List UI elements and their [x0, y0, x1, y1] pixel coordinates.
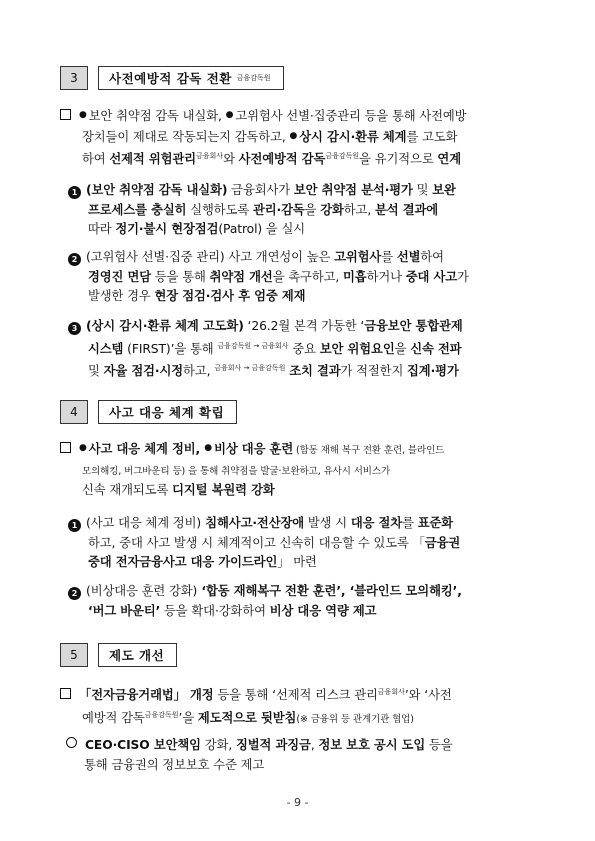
section-3-header — [60, 66, 284, 88]
section-title: 사전예방적 감독 전환 금융감독원 — [98, 66, 284, 90]
circled-number-3-icon: 3 — [68, 322, 81, 335]
section-number: 5 — [60, 643, 88, 667]
section-3-item-1: 1 (보안 취약점 감독 내실화) 금융회사가 보안 취약점 분석·평가 및 보완 프로세스를 충실히 실행하도록 관리·감독을 강화하고, 분석 결과에 따라 정기·불시 현장점검(Patrol) 을 실시 — [68, 181, 548, 240]
section-4-main: ● 사고 대응 체계 정비, ● 비상 대응 훈련 (합동 재해 복구 전환 훈련, 블라인드 모의해킹, 버그바운티 등) 을 통해 취약점을 발굴·보완하고, 유사시 서비스가 신속 재개되도록 디지털 복원력 강화 — [60, 439, 550, 501]
section-number: 4 — [60, 400, 88, 424]
page-number: - 9 - — [286, 796, 309, 809]
section-3-item-2: 2 (고위험사 선별·집중 관리) 사고 개연성이 높은 고위험사를 선별하여 경영진 면담 등을 통해 취약점 개선을 촉구하고, 미흡하거나 중대 사고가 발생한 경우 현장 점검·검사 후 엄중 제재 — [68, 248, 548, 307]
section-title: 사고 대응 체계 확립 — [98, 400, 237, 424]
circle-bullet-icon — [66, 737, 77, 748]
section-3-item-3: 3 (상시 감시·환류 체계 고도화) ‘26.2월 본격 가동한 ‘금융보안 통합관제 시스템 (FIRST)’을 통해 $^{금융감독원 \to 금융회사}$ 중요 보안 위험요인을 신속 전파 및 자율 점검·시정하고, $^{금융회사 \to 금융감독원}$ 조치 결과가 적절한지 집계·평가 — [68, 317, 548, 382]
section-5-main: 「전자금융거래법」 개정 등을 통해 ‘선제적 리스크 관리$^{금융회사}$’와 ‘사전 예방적 감독$^{금융감독원}$’을 제도적으로 뒷받침(※ 금융위 등 관계기관 협업) — [60, 683, 550, 729]
circled-number-2-icon: 2 — [68, 253, 81, 266]
circled-number-1-icon: 1 — [68, 186, 81, 199]
section-3-main: ● 보안 취약점 감독 내실화, ● 고위험사 선별·집중관리 등을 통해 사전예방 장치들이 제대로 작동되는지 감독하고, ● 상시 감시·환류 체계를 고도화 하여 선제적 위험관리$^{금융회사}$와 사전예방적 감독$^{금융감독원}$을 유기적으로 연계 — [60, 106, 550, 170]
section-number: 3 — [60, 66, 88, 90]
section-tag: 금융감독원 — [236, 74, 271, 82]
section-5-sub: CEO·CISO 보안책임 강화, 징벌적 과징금, 정보 보호 공시 도입 등을 통해 금융권의 정보보호 수준 제고 — [66, 736, 550, 775]
circled-number-2-icon: 2 — [68, 587, 81, 600]
section-title: 제도 개선 — [98, 643, 177, 667]
section-4-header — [60, 400, 237, 422]
section-5-header — [60, 643, 177, 665]
section-4-item-1: 1 (사고 대응 체계 정비) 침해사고·전산장애 발생 시 대응 절차를 표준화 하고, 중대 사고 발생 시 체계적이고 신속히 대응할 수 있도록 「금융권 중대 전자금융사고 대응 가이드라인」 마련 — [68, 514, 548, 573]
circled-number-1-icon: 1 — [68, 519, 81, 532]
square-bullet-icon — [60, 688, 71, 699]
square-bullet-icon — [60, 442, 71, 453]
section-4-item-2: 2 (비상대응 훈련 강화) ‘합동 재해복구 전환 훈련’, ‘블라인드 모의해킹’, ‘버그 바운티’ 등을 확대·강화하여 비상 대응 역량 제고 — [68, 582, 548, 621]
square-bullet-icon — [60, 109, 71, 120]
